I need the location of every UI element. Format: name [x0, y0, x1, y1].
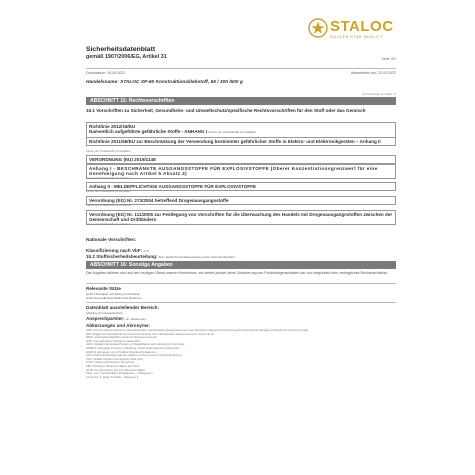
national-regulations: Nationale Vorschriften: [86, 237, 137, 242]
regulation-title: Verordnung (EG) Nr. 273/2004 betreffend Drogenausgangsstoffe [89, 198, 229, 203]
abbreviations-list [86, 329, 396, 379]
regulation-2011-65 [86, 137, 396, 146]
divider [86, 283, 396, 284]
regulation-annex-label: Namentlich aufgeführte gefährliche Stoffe - ANHANG I [89, 129, 208, 135]
section-15-1-intro: 15.1 Vorschriften zu Sicherheit, Gesundheits- und Umweltschutz/spezifische Rechtsvorschriften für den Stoff oder das Gemisch [86, 108, 366, 113]
revision-date: überarbeitet am: 22.03.2022 [350, 71, 396, 75]
issuer-label: Datenblatt ausstellender Bereich: [86, 305, 160, 310]
contact-value: Hr. Stankovsky [125, 317, 146, 321]
issuer-value: Abteilung Produktsicherheit [86, 311, 123, 315]
abbreviation-item: EINECS: European Inventory of Existing Commercial Chemical Substances [86, 345, 180, 350]
print-date: Druckdatum: 15.06.2022 [86, 71, 126, 75]
regulation-note: Keiner der Inhaltsstoffe ist enthalten. [208, 130, 257, 135]
logo-wordmark: STALOC [330, 18, 394, 35]
csr-value: Eine Stoffsicherheitsbeurteilung wurde nicht durchgeführt. [158, 255, 236, 259]
relevant-phrases-title: Relevante Sätze [86, 286, 121, 291]
sds-page [72, 8, 404, 468]
csr-label: 15.2 Stoffsicherheitsbeurteilung: [86, 254, 158, 259]
regulation-title: VERORDNUNG (EU) 2019/1148 [89, 157, 156, 162]
contact-label: Ansprechpartner: [86, 316, 125, 321]
document-subtitle: gemäß 1907/2006/EG, Artikel 31 [86, 54, 167, 60]
regulation-title: Richtlinie 2011/65/EU zur Beschränkung der Verwendung bestimmter gefährlicher Stoffe in Elektro- und Elektronikgeräten – Anhang II [89, 139, 381, 144]
section-16-heading: ABSCHNITT 16: Sonstige Angaben [86, 261, 396, 269]
staloc-logo [308, 16, 400, 46]
regulation-annex-line [89, 129, 393, 135]
abbreviation-item: vPvB: very Persistent and very Bioaccumulative [86, 367, 146, 372]
regulation-2012-18 [86, 122, 396, 138]
meta-row [86, 68, 396, 74]
abbreviation-item: IMDG: International Maritime Code for Dangerous Goods [86, 335, 157, 340]
regulation-2019-1148 [86, 155, 396, 164]
abbreviation-item: ELINCS: European List of Notified Chemical Substances [86, 349, 157, 354]
regulation-note: Keiner der Inhaltsstoffe ist enthalten. [86, 149, 132, 153]
continued-note: (Fortsetzung von Seite 7) [362, 92, 396, 96]
section-15-heading: ABSCHNITT 15: Rechtsvorschriften [86, 97, 396, 105]
relevant-phrase: H332 Gesundheitsschädlich bei Einatmen. [86, 296, 143, 300]
document-title: Sicherheitsdatenblatt [86, 46, 156, 53]
relevant-phrase: H226 Flüssigkeit und Dampf entzündbar. [86, 292, 141, 296]
regulation-note: Keiner der Inhaltsstoffe ist enthalten. [86, 189, 132, 193]
abbreviations-title: Abkürzungen und Akronyme: [86, 323, 151, 328]
abbreviation-item: ADR: Accord relatif au transport international des marchandises dangereuses par route (European Agreement Concerning the International Carriage of Dangerous Goods by Road) [86, 328, 309, 332]
vbf-value: A III [143, 249, 149, 253]
abbreviation-item: GHS: Globally Harmonised System of Classification and Labelling of Chemicals [86, 342, 185, 347]
staloc-star-icon [308, 18, 328, 38]
divider [86, 302, 396, 303]
regulation-note: Keiner der Inhaltsstoffe ist enthalten. [86, 222, 132, 226]
regulation-title: Anhang I - BESCHRÄNKTE AUSGANGSSTOFFE FÜR EXPLOSIVSTOFFE (Oberer Konzentrationsgrenzwert für eine Genehmigung nach Artikel 5 Absatz 3) [89, 166, 378, 177]
trade-name: Handelsname: STALOC XP-60 Konstruktionsklebstoff, 65 / 300 /500 g [86, 80, 243, 85]
section-16-intro: Die Angaben stützen sich auf den heutigen Stand unserer Kenntnisse, sie stellen jedoch keine Zusicherung von Produkteigenschaften dar und begründen kein vertragliches Rechtsverhältnis. [86, 271, 389, 275]
abbreviation-item: PBT: Persistent, Bioaccumulative and Toxic [86, 363, 140, 368]
regulation-title: Verordnung (EG) Nr. 111/2005 zur Festlegung von Vorschriften für die Überwachung des Handels mit Drogenausgangsstoffen zwischen der Gemeinschaft und Drittländern [89, 212, 393, 223]
vbf-label: Klassifizierung nach VbF: [86, 248, 143, 253]
regulation-note: Keiner der Inhaltsstoffe ist enthalten. [86, 176, 132, 180]
abbreviation-item: IATA: International Air Transport Association [86, 338, 141, 343]
abbreviation-item: Acute Tox. 4: Akute Toxizität – Kategorie 4 [86, 374, 139, 379]
abbreviation-item: LC50: Lethal concentration, 50 percent [86, 360, 135, 365]
abbreviation-item: RID: Règlement international concernant le transport des marchandises dangereuses par chemin de fer [86, 331, 215, 336]
abbreviation-item: VOC: Volatile Organic Compounds (USA, EU) [86, 356, 143, 361]
regulation-title: Richtlinie 2012/18/EU [89, 124, 136, 129]
logo-tagline: GOLDEN STAR QUALITY [330, 35, 384, 39]
abbreviation-item: CAS: Chemical Abstracts Service (division of the American Chemical Society) [86, 353, 182, 358]
abbreviation-item: Flam. Liq. 3: Entzündbare Flüssigkeiten – Kategorie 3 [86, 371, 153, 376]
chemical-safety-assessment [86, 254, 396, 260]
page-number: Seite: 8/9 [381, 57, 396, 61]
regulation-title: Anhang II - MELDEPFLICHTIGE AUSGANGSSTOFFE FÜR EXPLOSIVSTOFFE [89, 184, 257, 189]
contact [86, 316, 396, 322]
regulation-note: Keiner der Inhaltsstoffe ist enthalten. [86, 203, 132, 207]
